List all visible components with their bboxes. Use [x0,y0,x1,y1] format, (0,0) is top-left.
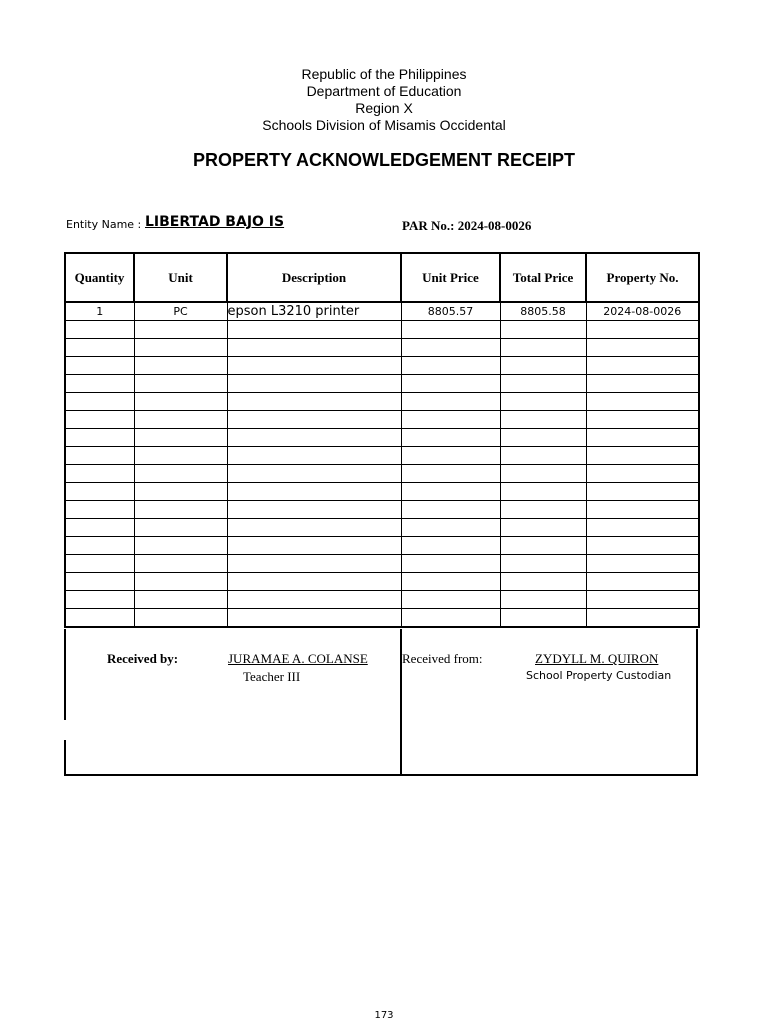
empty-cell [586,447,699,465]
empty-cell [227,375,401,393]
empty-cell [65,609,134,628]
table-row [65,375,699,393]
empty-cell [227,357,401,375]
table-row [65,411,699,429]
cell-quantity: 1 [65,302,134,321]
empty-cell [586,519,699,537]
table-row [65,429,699,447]
table-row [65,483,699,501]
table-row [65,302,699,321]
empty-cell [401,321,500,339]
empty-cell [586,393,699,411]
received-from-label: Received from: [402,651,483,666]
empty-cell [227,393,401,411]
empty-cell [134,483,227,501]
empty-cell [227,465,401,483]
entity-name-value: LIBERTAD BAJO IS [145,214,285,230]
empty-cell [586,609,699,628]
cell-unit: PC [134,302,227,321]
empty-cell [227,573,401,591]
items-table [64,252,700,628]
empty-cell [134,411,227,429]
empty-cell [65,375,134,393]
cell-total-price: 8805.58 [500,302,586,321]
empty-cell [500,573,586,591]
document-title: PROPERTY ACKNOWLEDGEMENT RECEIPT [192,150,576,170]
header-division: Schools Division of Misamis Occidental [262,117,506,133]
empty-cell [586,537,699,555]
empty-cell [586,411,699,429]
cell-description: epson L3210 printer [227,302,401,321]
empty-cell [401,429,500,447]
empty-cell [401,555,500,573]
empty-cell [134,591,227,609]
empty-cell [134,339,227,357]
empty-cell [65,411,134,429]
table-row [65,465,699,483]
empty-cell [401,375,500,393]
empty-cell [227,447,401,465]
empty-cell [227,501,401,519]
column-header-quantity: Quantity [65,253,134,302]
table-row [65,537,699,555]
empty-cell [401,519,500,537]
empty-cell [586,429,699,447]
items-table-wrap [64,252,698,629]
empty-cell [500,429,586,447]
received-by-title: Teacher III [243,669,301,684]
empty-cell [401,537,500,555]
empty-cell [227,537,401,555]
empty-cell [500,537,586,555]
table-row [65,591,699,609]
table-row [65,339,699,357]
column-header-description: Description [227,253,401,302]
empty-cell [401,573,500,591]
empty-cell [134,357,227,375]
cell-property-no: 2024-08-0026 [586,302,699,321]
empty-cell [401,501,500,519]
table-row [65,501,699,519]
cell-unit-price: 8805.57 [401,302,500,321]
empty-cell [586,465,699,483]
empty-cell [65,447,134,465]
empty-cell [65,321,134,339]
empty-cell [500,339,586,357]
empty-cell [227,555,401,573]
page-number: 173 [374,1010,394,1021]
empty-cell [586,573,699,591]
table-header-row [65,253,699,302]
empty-cell [65,483,134,501]
empty-cell [65,339,134,357]
column-header-unit-price: Unit Price [401,253,500,302]
empty-cell [500,555,586,573]
empty-cell [65,555,134,573]
signature-box-left-border [64,629,66,720]
empty-cell [500,357,586,375]
empty-cell [500,411,586,429]
empty-cell [586,555,699,573]
empty-cell [227,339,401,357]
empty-cell [227,519,401,537]
table-row [65,321,699,339]
table-row [65,393,699,411]
empty-cell [401,411,500,429]
empty-cell [134,501,227,519]
empty-cell [586,339,699,357]
empty-cell [401,609,500,628]
empty-cell [586,357,699,375]
table-row [65,357,699,375]
empty-cell [134,573,227,591]
empty-cell [500,591,586,609]
empty-cell [401,465,500,483]
empty-cell [134,393,227,411]
empty-cell [65,465,134,483]
empty-cell [227,609,401,628]
empty-cell [134,537,227,555]
empty-cell [134,519,227,537]
empty-cell [65,519,134,537]
empty-cell [401,339,500,357]
header-department: Department of Education [306,83,462,99]
empty-cell [134,555,227,573]
empty-cell [586,501,699,519]
table-row [65,609,699,628]
empty-cell [227,429,401,447]
empty-cell [65,357,134,375]
signature-box-left-border-lower [64,740,66,776]
column-header-total-price: Total Price [500,253,586,302]
empty-cell [586,591,699,609]
empty-cell [65,501,134,519]
empty-cell [134,429,227,447]
empty-cell [500,447,586,465]
entity-name-label: Entity Name : [66,218,142,231]
empty-cell [401,357,500,375]
table-row [65,519,699,537]
received-from-name: ZYDYLL M. QUIRON [535,651,659,666]
empty-cell [401,393,500,411]
header-region: Region X [355,100,413,116]
empty-cell [500,375,586,393]
column-header-unit: Unit [134,253,227,302]
table-row [65,555,699,573]
empty-cell [500,321,586,339]
empty-cell [586,483,699,501]
empty-cell [65,591,134,609]
empty-cell [401,447,500,465]
column-header-property-no: Property No. [586,253,699,302]
table-row [65,447,699,465]
empty-cell [227,321,401,339]
empty-cell [134,375,227,393]
empty-cell [134,465,227,483]
empty-cell [500,465,586,483]
empty-cell [586,321,699,339]
empty-cell [65,573,134,591]
empty-cell [401,591,500,609]
empty-cell [500,609,586,628]
par-number: PAR No.: 2024-08-0026 [402,218,532,233]
empty-cell [500,519,586,537]
table-row [65,573,699,591]
empty-cell [65,429,134,447]
received-by-label: Received by: [107,651,179,666]
header-republic: Republic of the Philippines [301,66,467,82]
empty-cell [500,483,586,501]
empty-cell [227,591,401,609]
empty-cell [401,483,500,501]
empty-cell [134,321,227,339]
received-by-name: JURAMAE A. COLANSE [228,651,368,666]
received-from-title: School Property Custodian [526,669,672,682]
empty-cell [227,411,401,429]
empty-cell [134,609,227,628]
empty-cell [227,483,401,501]
empty-cell [586,375,699,393]
empty-cell [134,447,227,465]
empty-cell [65,537,134,555]
empty-cell [500,393,586,411]
empty-cell [65,393,134,411]
empty-cell [500,501,586,519]
